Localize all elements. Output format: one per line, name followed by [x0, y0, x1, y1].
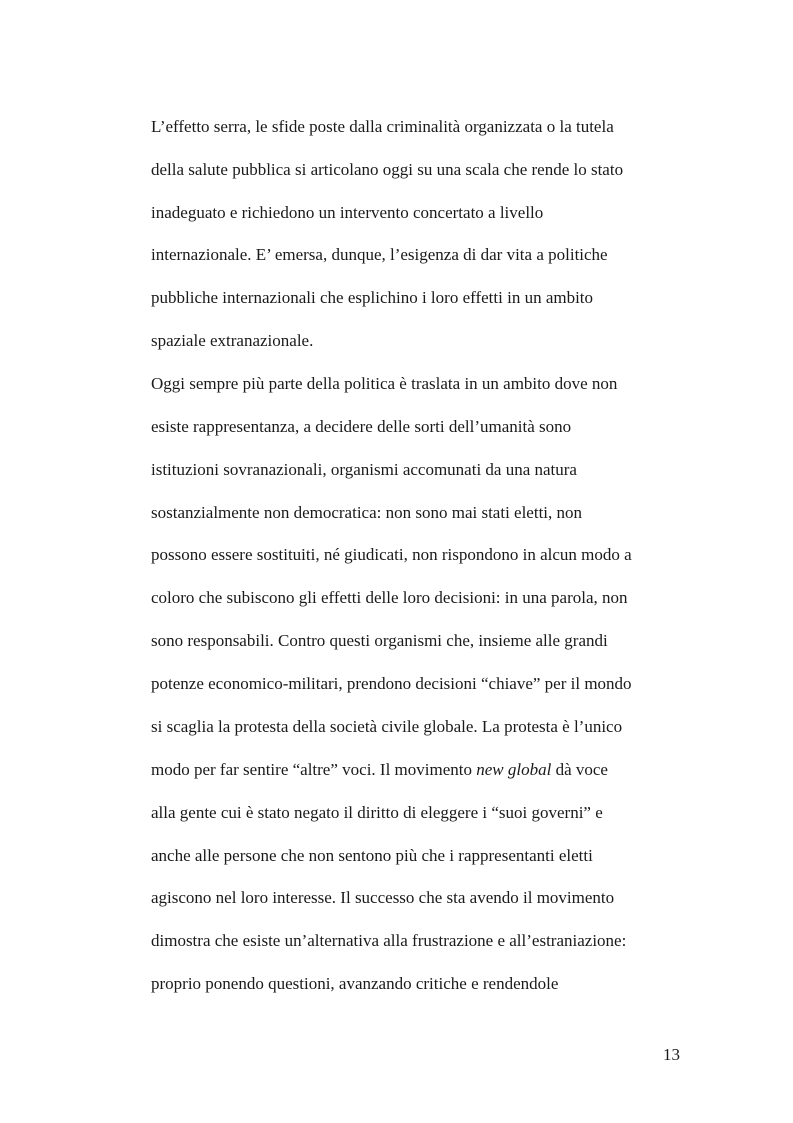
text-line: inadeguato e richiedono un intervento concertato a livello — [151, 203, 544, 222]
page-number: 13 — [663, 1045, 680, 1064]
text-line: agiscono nel loro interesse. Il successo che sta avendo il movimento — [151, 888, 615, 907]
text-line: Oggi sempre più parte della politica è traslata in un ambito dove non — [151, 374, 618, 393]
text-line — [151, 760, 608, 780]
text-segment: dà voce — [551, 760, 608, 779]
text-line: coloro che subiscono gli effetti delle loro decisioni: in una parola, non — [151, 588, 628, 607]
text-line: esiste rappresentanza, a decidere delle sorti dell’umanità sono — [151, 417, 572, 436]
text-line: possono essere sostituiti, né giudicati, non rispondono in alcun modo a — [151, 545, 632, 564]
text-segment: modo per far sentire “altre” voci. Il movimento — [151, 760, 477, 779]
text-line: sono responsabili. Contro questi organismi che, insieme alle grandi — [151, 631, 608, 650]
text-line: della salute pubblica si articolano oggi su una scala che rende lo stato — [151, 160, 624, 179]
text-line: L’effetto serra, le sfide poste dalla criminalità organizzata o la tutela — [151, 117, 614, 136]
emphasis-new-global: new global — [476, 760, 552, 779]
text-line: pubbliche internazionali che esplichino i loro effetti in un ambito — [151, 288, 594, 307]
text-line: sostanzialmente non democratica: non sono mai stati eletti, non — [151, 503, 583, 522]
text-line: alla gente cui è stato negato il diritto di eleggere i “suoi governi” e — [151, 803, 603, 822]
text-line: dimostra che esiste un’alternativa alla frustrazione e all’estraniazione: — [151, 931, 627, 950]
text-line: istituzioni sovranazionali, organismi accomunati da una natura — [151, 460, 577, 479]
text-line: proprio ponendo questioni, avanzando critiche e rendendole — [151, 974, 559, 993]
text-line: si scaglia la protesta della società civile globale. La protesta è l’unico — [151, 717, 623, 736]
text-line: potenze economico-militari, prendono decisioni “chiave” per il mondo — [151, 674, 632, 693]
text-line: anche alle persone che non sentono più che i rappresentanti eletti — [151, 846, 593, 865]
text-line: spaziale extranazionale. — [151, 331, 314, 350]
text-line: internazionale. E’ emersa, dunque, l’esigenza di dar vita a politiche — [151, 245, 608, 264]
